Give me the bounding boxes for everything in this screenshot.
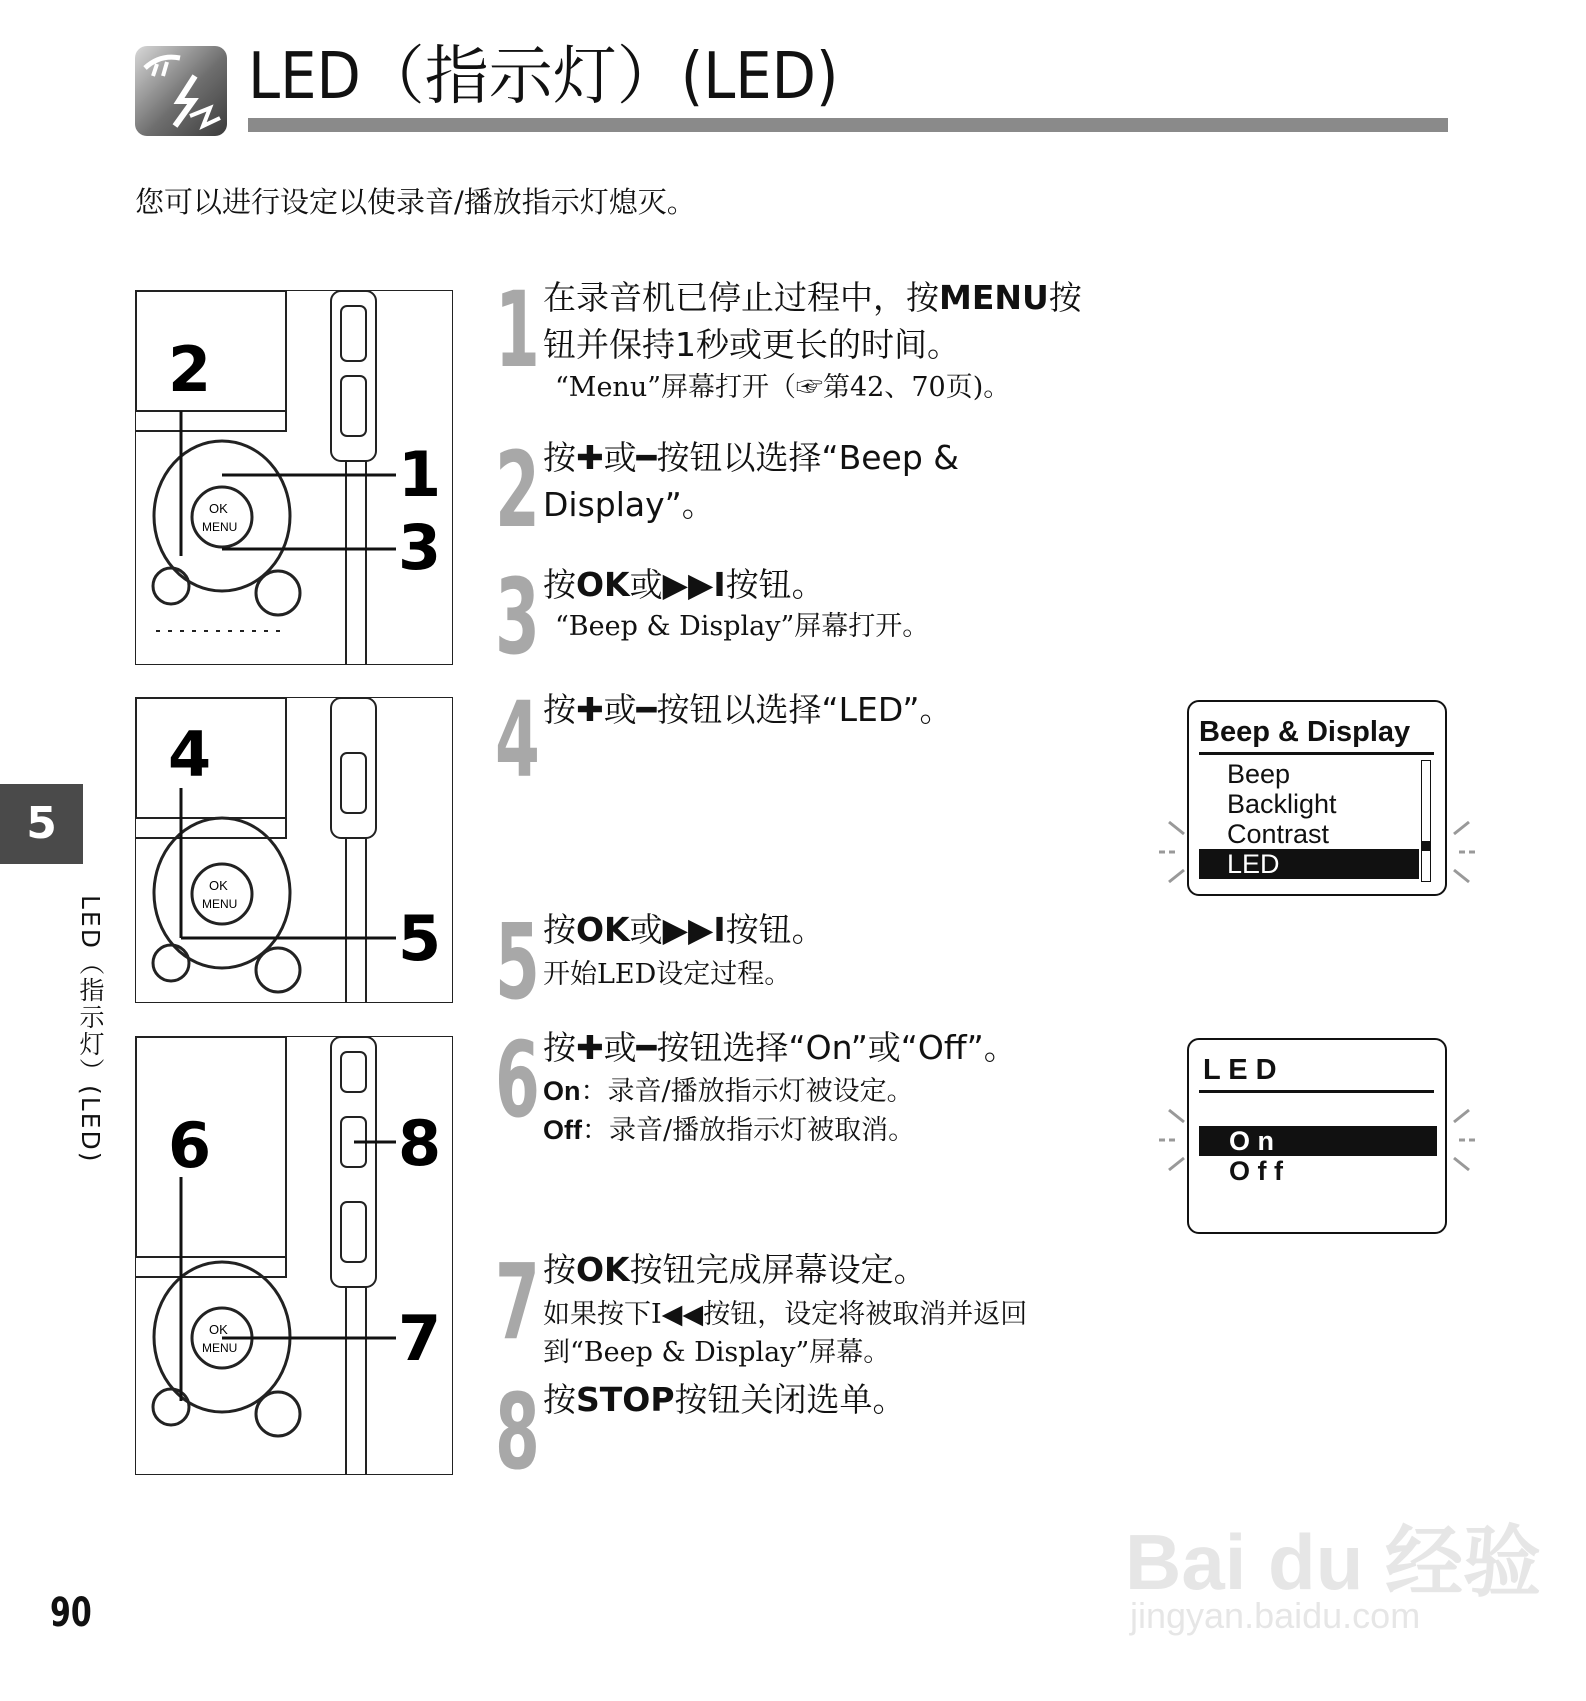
next-icon: ▶▶I	[662, 910, 726, 949]
menu-label: MENU	[202, 1341, 238, 1355]
ok-label: OK	[209, 501, 228, 516]
step-7-sub-1: 如果按下I◀◀按钮，设定将被取消并返回	[543, 1299, 1028, 1330]
title-underline-bar	[248, 118, 1448, 132]
lcd-item-backlight: Backlight	[1227, 789, 1337, 819]
lcd-title-rule	[1199, 752, 1434, 755]
step-6-off: Off：录音/播放指示灯被取消。	[543, 1115, 916, 1146]
chapter-tab: 5	[0, 784, 83, 864]
chapter-side-label: LED（指示灯）(LED)	[76, 895, 105, 1164]
intro-text: 您可以进行设定以使录音/播放指示灯熄灭。	[135, 185, 696, 219]
menu-label: MENU	[202, 520, 238, 534]
music-lightning-icon	[135, 46, 227, 136]
callout-2: 2	[168, 333, 212, 406]
step-3-sub: “Beep & Display”屏幕打开。	[555, 611, 930, 642]
step-number-3: 3	[495, 556, 540, 678]
menu-label: MENU	[202, 897, 238, 911]
device-figure-3	[135, 1036, 453, 1475]
ok-label: OK	[209, 878, 228, 893]
step-number-2: 2	[495, 429, 540, 551]
step-6-on: On：录音/播放指示灯被设定。	[543, 1076, 914, 1107]
step-8-line-1: 按STOP按钮关闭选单。	[543, 1380, 906, 1419]
callout-4: 4	[168, 718, 212, 791]
step-7-sub-2: 到“Beep & Display”屏幕。	[543, 1337, 891, 1368]
lcd-item-contrast: Contrast	[1227, 819, 1330, 849]
watermark-logo: Bai du 经验	[1125, 1518, 1542, 1606]
callout-7: 7	[398, 1302, 442, 1375]
step-1-sub: “Menu”屏幕打开（☞第42、70页)。	[555, 372, 1011, 403]
callout-8: 8	[398, 1107, 442, 1180]
step-number-6: 6	[495, 1019, 540, 1141]
ok-label: OK	[209, 1322, 228, 1337]
lcd-led	[1187, 1038, 1447, 1234]
step-1-line-2: 钮并保持1秒或更长的时间。	[543, 325, 960, 364]
lcd-item-on: O n	[1199, 1126, 1437, 1156]
step-6-line-1: 按✚或━按钮选择“On”或“Off”。	[543, 1028, 1017, 1067]
lcd-title-rule	[1199, 1090, 1434, 1093]
lcd-item-off: O f f	[1229, 1156, 1283, 1186]
device-figure-1	[135, 290, 453, 665]
step-number-5: 5	[495, 901, 540, 1023]
page-number: 90	[50, 1590, 92, 1636]
step-5-sub: 开始LED设定过程。	[543, 959, 792, 990]
lcd-title: L E D	[1203, 1054, 1277, 1086]
callout-5: 5	[398, 902, 442, 975]
lcd-title: Beep & Display	[1199, 716, 1411, 748]
lcd-beep-display	[1187, 700, 1447, 896]
step-7-line-1: 按OK按钮完成屏幕设定。	[543, 1250, 927, 1289]
step-number-4: 4	[495, 679, 540, 801]
lcd-item-led: LED	[1199, 849, 1419, 879]
watermark-url: jingyan.baidu.com	[1130, 1595, 1421, 1636]
lcd-item-beep: Beep	[1227, 759, 1291, 789]
callout-1: 1	[398, 438, 442, 511]
step-number-7: 7	[495, 1241, 540, 1363]
callout-6: 6	[168, 1109, 212, 1182]
next-icon: ▶▶I	[662, 565, 726, 604]
section-icon	[135, 46, 227, 136]
step-4-line-1: 按✚或━按钮以选择“LED”。	[543, 690, 953, 729]
step-2-line-2: Display”。	[543, 485, 715, 524]
step-number-1: 1	[495, 269, 540, 391]
step-1-line-1: 在录音机已停止过程中，按MENU按	[543, 278, 1082, 317]
step-2-line-1: 按✚或━按钮以选择“Beep &	[543, 438, 960, 477]
device-figure-2	[135, 697, 453, 1003]
step-number-8: 8	[495, 1371, 540, 1493]
step-5-line-1: 按OK或▶▶I按钮。	[543, 910, 825, 949]
callout-3: 3	[398, 511, 442, 584]
step-3-line-1: 按OK或▶▶I按钮。	[543, 565, 825, 604]
page-title: LED（指示灯）(LED)	[248, 40, 839, 114]
blink-marks	[1159, 812, 1479, 892]
blink-marks	[1159, 1095, 1479, 1175]
